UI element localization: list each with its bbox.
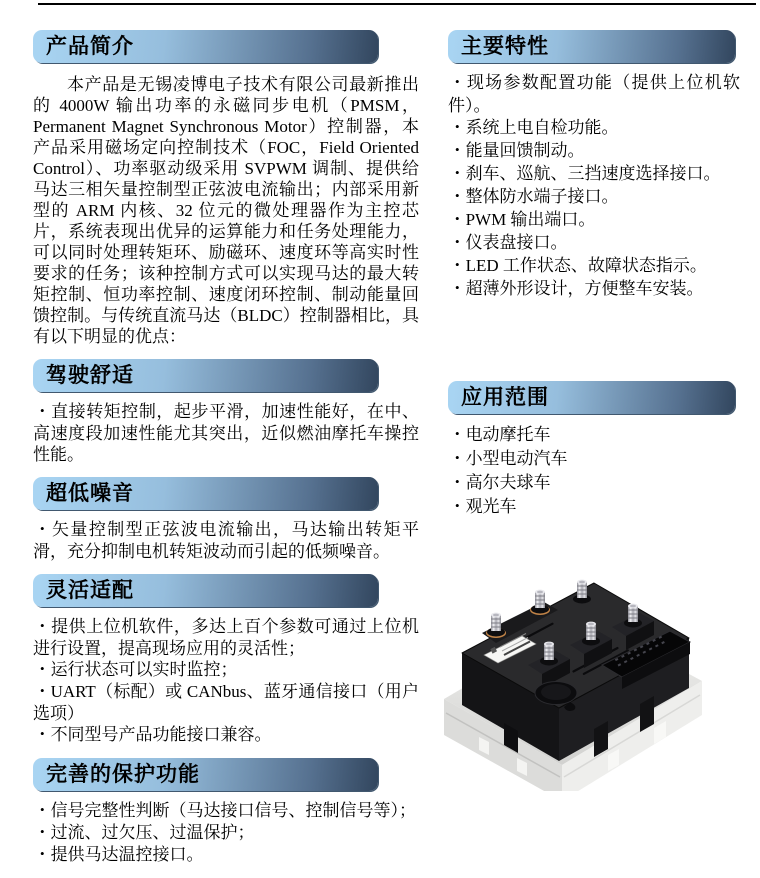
terminal-stud — [530, 590, 550, 615]
bullet-item: • 超薄外形设计，方便整车安装。 — [448, 278, 740, 301]
bullet-list-applications — [448, 423, 740, 519]
product-intro-paragraph: 本产品是无锡凌博电子技术有限公司最新推出的 4000W 输出功率的永磁同步电机（PMSM，Permanent Magnet Synchronous Motor）控制器，本产品采用磁场定向控制技术（FOC，Field Oriented Control）、功率驱动级采用 SVPWM 调制、提供给马达三相矢量控制型正弦波电流输出；内部采用新型的 ARM 内核、32 位元的微处理器作为主控芯片，系统表现出优异的运算能力和任务处理能力，可以同时处理转矩环、励磁环、速度环等高实时性要求的任务；该种控制方式可以实现马达的最大转矩控制、恒功率控制、速度闭环控制、制动能量回馈控制。与传统直流马达（BLDC）控制器相比，具有以下明显的优点： — [33, 75, 419, 346]
bullet-list-driving-comfort — [33, 401, 419, 465]
section-header-flexible-adaptation: 灵活适配 — [33, 574, 378, 607]
section-main-features — [448, 30, 740, 301]
bullet-list-low-noise — [33, 519, 419, 562]
right-column — [448, 30, 740, 791]
bullet-item: • 不同型号产品功能接口兼容。 — [33, 724, 419, 746]
bullet-list-flexible-adaptation — [33, 616, 419, 746]
bullet-item: • 运行状态可以实时监控； — [33, 659, 419, 681]
bullet-item: • PWM 输出端口。 — [448, 209, 740, 232]
product-photo — [444, 553, 706, 791]
bullet-item: • 电动摩托车 — [448, 423, 740, 447]
page-top-rule — [38, 3, 756, 5]
section-flexible-adaptation — [33, 574, 419, 746]
bullet-item: • 整体防水端子接口。 — [448, 186, 740, 209]
bullet-item: • 过流、过欠压、过温保护； — [33, 822, 419, 844]
bullet-item: • 能量回馈制动。 — [448, 140, 740, 163]
bullet-item: • UART（标配）或 CANbus、蓝牙通信接口（用户选项） — [33, 681, 419, 724]
bullet-item: • 观光车 — [448, 495, 740, 519]
section-protection — [33, 758, 419, 866]
section-header-protection: 完善的保护功能 — [33, 758, 378, 791]
section-product-intro — [33, 30, 419, 347]
bullet-item: • 直接转矩控制，起步平滑，加速性能好，在中、高速度段加速性能尤其突出，近似燃油摩托车操控性能。 — [33, 401, 419, 465]
bullet-item: • 提供上位机软件，多达上百个参数可通过上位机进行设置，提高现场应用的灵活性； — [33, 616, 419, 659]
section-header-driving-comfort: 驾驶舒适 — [33, 359, 378, 392]
section-header-product-intro: 产品简介 — [33, 30, 378, 63]
left-column — [33, 30, 419, 878]
section-driving-comfort — [33, 359, 419, 465]
bullet-item: • 系统上电自检功能。 — [448, 117, 740, 140]
section-header-applications: 应用范围 — [448, 381, 735, 414]
bullet-item: • 小型电动汽车 — [448, 447, 740, 471]
bullet-item: • LED 工作状态、故障状态指示。 — [448, 255, 740, 278]
motor-controller-illustration — [444, 553, 706, 791]
bullet-item: • 信号完整性判断（马达接口信号、控制信号等）； — [33, 800, 419, 822]
section-applications — [448, 381, 740, 519]
bullet-list-main-features — [448, 72, 740, 301]
bullet-item: • 刹车、巡航、三挡速度选择接口。 — [448, 163, 740, 186]
bullet-item: • 仪表盘接口。 — [448, 232, 740, 255]
bullet-item: • 矢量控制型正弦波电流输出，马达输出转矩平滑，充分抑制电机转矩波动而引起的低频噪音。 — [33, 519, 419, 562]
section-header-low-noise: 超低噪音 — [33, 477, 378, 510]
bullet-item: • 提供马达温控接口。 — [33, 844, 419, 866]
section-header-main-features: 主要特性 — [448, 30, 735, 63]
bullet-item: • 现场参数配置功能（提供上位机软件）。 — [448, 72, 740, 117]
section-low-noise — [33, 477, 419, 562]
bullet-list-protection — [33, 800, 419, 866]
bullet-item: • 高尔夫球车 — [448, 471, 740, 495]
